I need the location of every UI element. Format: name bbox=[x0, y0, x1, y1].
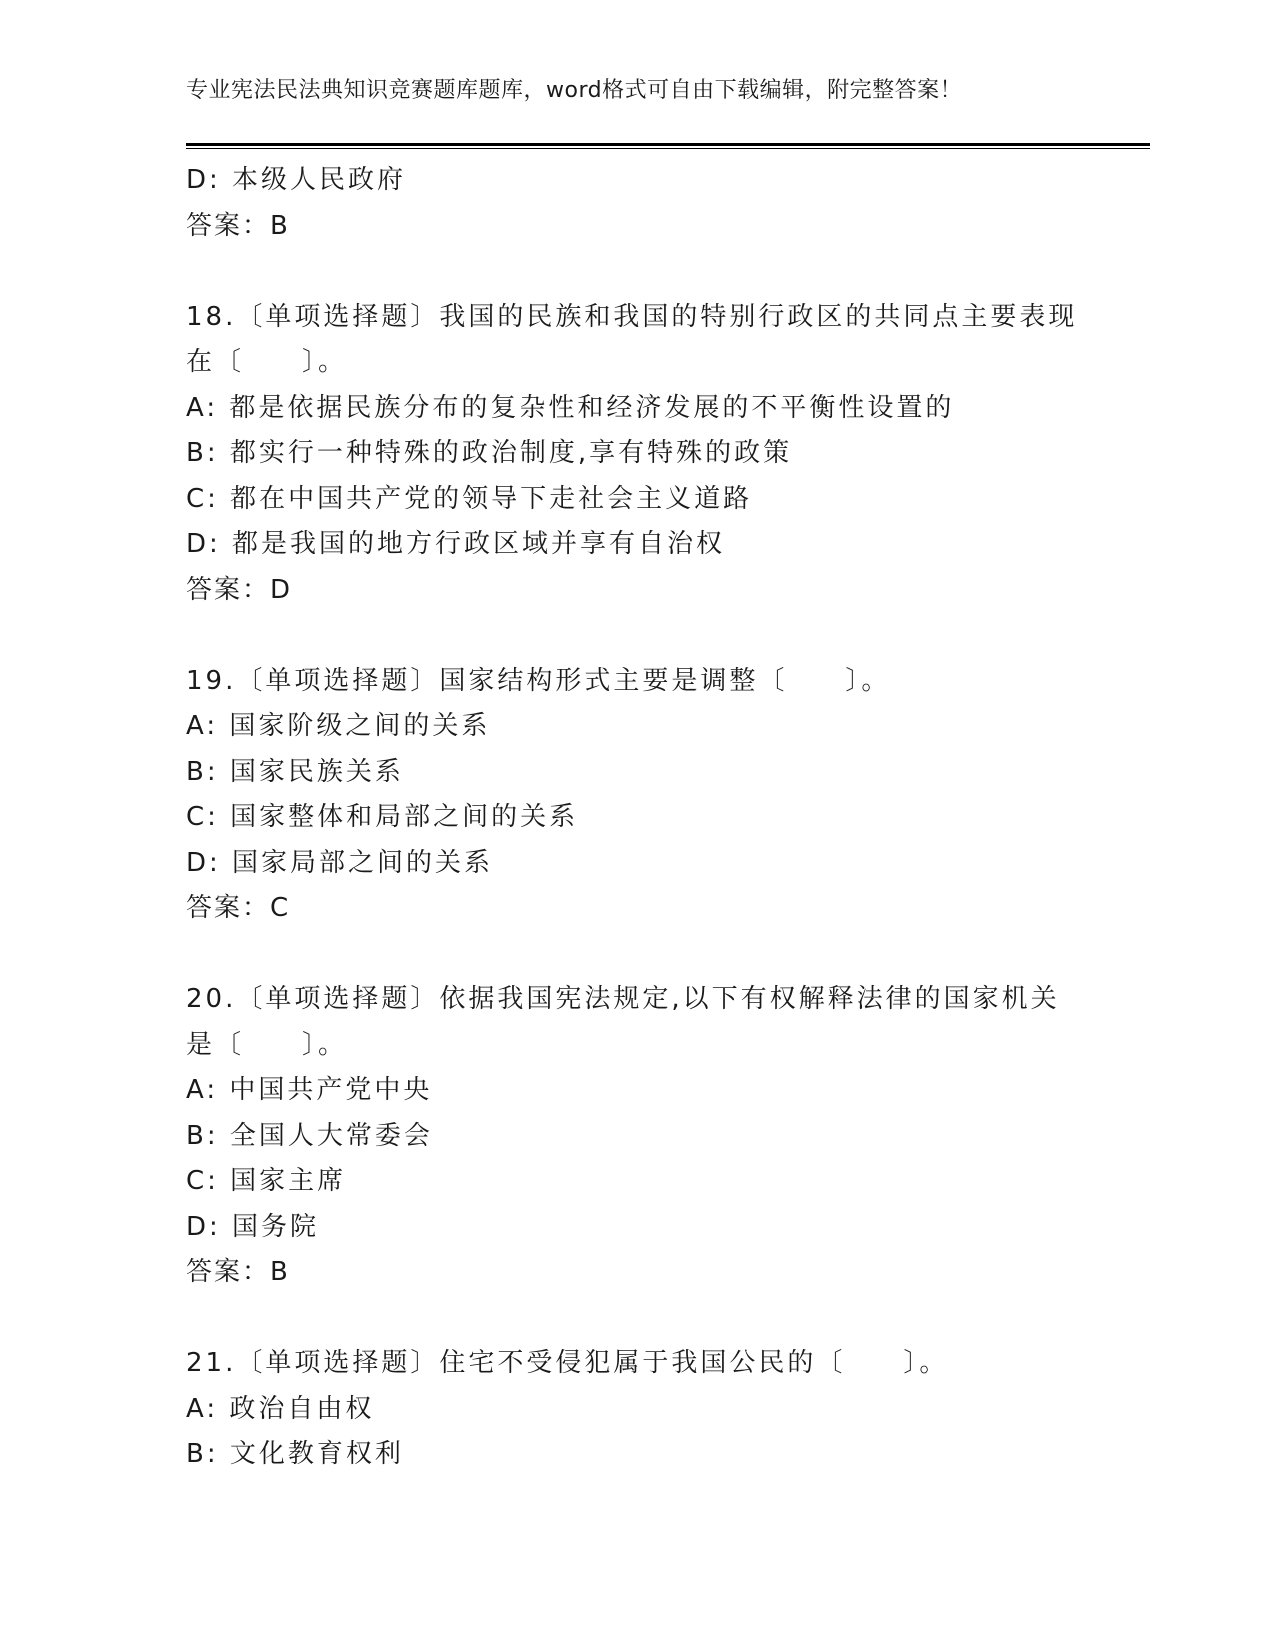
q18-stem-line2: 在〔 〕。 bbox=[186, 347, 348, 377]
page-header: 专业宪法民法典知识竞赛题库题库，word格式可自由下载编辑，附完整答案！ bbox=[186, 78, 963, 103]
q19-option-a: A: 国家阶级之间的关系 bbox=[186, 711, 491, 741]
question-list bbox=[186, 158, 1150, 1478]
q17-option-d: D: 本级人民政府 bbox=[186, 165, 407, 195]
q19-answer: 答案：C bbox=[186, 893, 291, 923]
q20-stem-line1: 20.〔单项选择题〕依据我国宪法规定,以下有权解释法律的国家机关 bbox=[186, 984, 1060, 1014]
q19-option-b: B: 国家民族关系 bbox=[186, 756, 404, 787]
q20-option-a: A: 中国共产党中央 bbox=[186, 1075, 433, 1105]
q18-option-d: D: 都是我国的地方行政区域并享有自治权 bbox=[186, 529, 726, 559]
q20-answer: 答案：B bbox=[186, 1257, 290, 1287]
spacer bbox=[186, 1296, 1150, 1342]
q20-stem-line2: 是〔 〕。 bbox=[186, 1029, 348, 1060]
q21-stem-line1: 21.〔单项选择题〕住宅不受侵犯属于我国公民的〔 〕。 bbox=[186, 1348, 949, 1378]
spacer bbox=[186, 613, 1150, 659]
q20-option-d: D: 国务院 bbox=[186, 1211, 320, 1242]
q21-option-b: B: 文化教育权利 bbox=[186, 1439, 404, 1469]
q19-stem-line1: 19.〔单项选择题〕国家结构形式主要是调整〔 〕。 bbox=[186, 665, 891, 696]
question-20 bbox=[186, 977, 1150, 1296]
q18-option-a: A: 都是依据民族分布的复杂性和经济发展的不平衡性设置的 bbox=[186, 392, 955, 423]
q18-option-c: C: 都在中国共产党的领导下走社会主义道路 bbox=[186, 483, 753, 514]
q17-answer: 答案：B bbox=[186, 210, 290, 241]
question-19 bbox=[186, 659, 1150, 932]
header-divider bbox=[186, 143, 1150, 149]
q18-answer: 答案：D bbox=[186, 574, 293, 605]
q20-option-b: B: 全国人大常委会 bbox=[186, 1120, 433, 1151]
q18-option-b: B: 都实行一种特殊的政治制度,享有特殊的政策 bbox=[186, 438, 793, 468]
q19-option-c: C: 国家整体和局部之间的关系 bbox=[186, 802, 579, 832]
q19-option-d: D: 国家局部之间的关系 bbox=[186, 847, 494, 878]
spacer bbox=[186, 932, 1150, 978]
spacer bbox=[186, 249, 1150, 295]
q21-option-a: A: 政治自由权 bbox=[186, 1393, 375, 1424]
q18-stem-line1: 18.〔单项选择题〕我国的民族和我国的特别行政区的共同点主要表现 bbox=[186, 301, 1078, 332]
question-21 bbox=[186, 1341, 1150, 1478]
question-18 bbox=[186, 295, 1150, 614]
q20-option-c: C: 国家主席 bbox=[186, 1166, 347, 1196]
